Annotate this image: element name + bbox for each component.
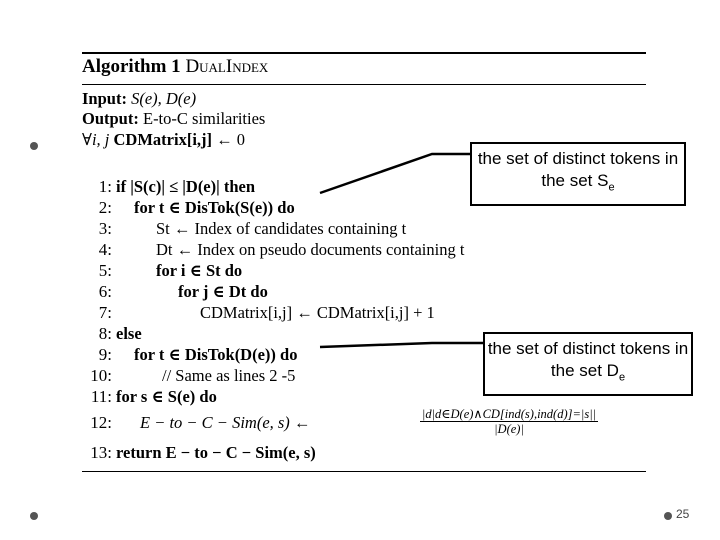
line-number: 11: <box>90 387 112 406</box>
fraction-denominator: |D(e)| <box>494 422 524 436</box>
line-number: 6: <box>98 282 112 301</box>
algo-line-2: for t ∈ DisTok(S(e)) do <box>134 198 295 217</box>
title-rule <box>82 84 646 85</box>
callout-subscript: e <box>608 181 615 194</box>
line-number: 8: <box>98 324 112 343</box>
line-number: 10: <box>90 366 112 385</box>
algo-line-3: St ← Index of candidates containing t <box>156 219 407 238</box>
algo-line-1: if |S(c)| ≤ |D(e)| then <box>116 177 256 196</box>
init-matrix: CDMatrix[i,j] <box>113 130 213 149</box>
algo-line-6: for j ∈ Dt do <box>178 282 268 301</box>
callout-text: the set of distinct tokens in the set D <box>487 339 689 380</box>
algo-line-5: for i ∈ St do <box>156 261 243 280</box>
top-rule <box>82 52 646 54</box>
init-line <box>82 130 245 150</box>
init-quantifier: ∀i, j <box>82 130 110 149</box>
line-number: 3: <box>98 219 112 238</box>
output-line <box>82 109 265 129</box>
output-value: E-to-C similarities <box>142 109 266 128</box>
input-label: Input: <box>82 89 127 108</box>
callout-subscript: e <box>618 371 626 384</box>
fraction-numerator: |d|d∈D(e)∧CD[ind(s),ind(d)]=|s|| <box>421 407 597 421</box>
algo-line-12: E − to − C − Sim(e, s) ← <box>140 413 311 432</box>
algo-line-4: Dt ← Index on pseudo documents containing t <box>156 240 465 259</box>
algo-line-13: return E − to − C − Sim(e, s) <box>116 443 316 462</box>
line-number: 13: <box>90 443 112 462</box>
algo-line-10: // Same as lines 2 -5 <box>162 366 296 385</box>
similarity-fraction <box>374 406 644 437</box>
line-number: 9: <box>98 345 112 364</box>
line-number: 1: <box>98 177 112 196</box>
line-number: 4: <box>98 240 112 259</box>
input-value: S(e), D(e) <box>131 89 197 108</box>
input-line <box>82 89 196 109</box>
algo-line-7: CDMatrix[i,j] ← CDMatrix[i,j] + 1 <box>200 303 435 322</box>
algorithm-name: DualIndex <box>185 56 269 77</box>
callout-distok-s <box>470 142 686 206</box>
line-number: 5: <box>98 261 112 280</box>
algo-line-9: for t ∈ DisTok(D(e)) do <box>134 345 298 364</box>
bottom-rule <box>82 471 646 472</box>
algorithm-box <box>82 52 646 474</box>
callout-distok-d <box>483 332 693 396</box>
output-label: Output: <box>82 109 139 128</box>
line-number: 7: <box>98 303 112 322</box>
line-number: 12: <box>90 413 112 432</box>
line-number: 2: <box>98 198 112 217</box>
page-number: 25 <box>676 507 690 521</box>
algo-line-11: for s ∈ S(e) do <box>116 387 217 406</box>
algo-line-8: else <box>116 324 142 343</box>
callout-text: the set of distinct tokens in the set S <box>477 149 679 190</box>
algorithm-title <box>82 56 268 78</box>
algorithm-label: Algorithm 1 <box>82 56 181 77</box>
init-assign: ← 0 <box>216 130 246 149</box>
